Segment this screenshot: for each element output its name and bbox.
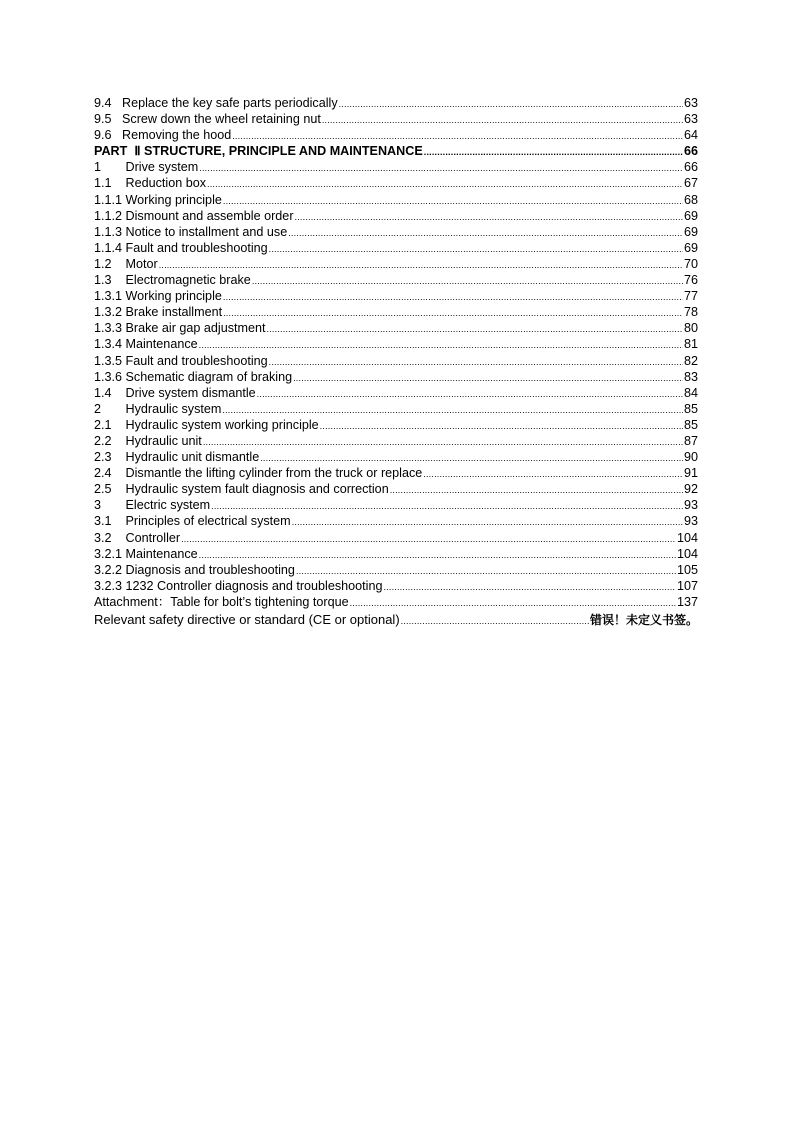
toc-leader-dots bbox=[292, 514, 683, 530]
toc-leader-dots bbox=[223, 289, 683, 305]
toc-leader-dots bbox=[295, 209, 683, 225]
toc-entry-label: 1.3.3 Brake air gap adjustment bbox=[94, 321, 266, 336]
toc-entry[interactable] bbox=[94, 127, 698, 143]
toc-leader-dots bbox=[288, 225, 683, 241]
toc-entry-label: 9.6 Removing the hood bbox=[94, 128, 232, 143]
toc-leader-dots bbox=[211, 498, 683, 514]
toc-entry[interactable] bbox=[94, 530, 698, 546]
toc-entry[interactable] bbox=[94, 562, 698, 578]
toc-entry-page-number: 104 bbox=[676, 530, 698, 545]
toc-entry-label: 3.2.2 Diagnosis and troubleshooting bbox=[94, 562, 295, 577]
toc-entry[interactable] bbox=[94, 369, 698, 385]
toc-leader-dots bbox=[296, 563, 676, 579]
table-of-contents bbox=[94, 95, 698, 629]
toc-entry-page-number: 67 bbox=[683, 176, 698, 191]
toc-entry-page-number: 92 bbox=[683, 482, 698, 497]
toc-entry[interactable] bbox=[94, 513, 698, 529]
toc-entry-label: 1.1 Reduction box bbox=[94, 176, 207, 191]
toc-leader-dots bbox=[401, 612, 589, 630]
toc-entry-page-number: 66 bbox=[683, 160, 698, 175]
toc-entry-page-number: 66 bbox=[683, 144, 698, 159]
toc-entry-page-number: 81 bbox=[683, 337, 698, 352]
toc-leader-dots bbox=[223, 305, 683, 321]
toc-leader-dots bbox=[383, 579, 676, 595]
toc-entry-label: 2.5 Hydraulic system fault diagnosis and correction bbox=[94, 482, 389, 497]
toc-leader-dots bbox=[293, 370, 683, 386]
toc-leader-dots bbox=[199, 547, 676, 563]
toc-entry-label: 1.1.3 Notice to installment and use bbox=[94, 224, 288, 239]
toc-entry[interactable] bbox=[94, 272, 698, 288]
toc-entry[interactable] bbox=[94, 417, 698, 433]
toc-entry-page-number: 84 bbox=[683, 385, 698, 400]
toc-entry-label: 1.2 Motor bbox=[94, 256, 158, 271]
toc-entry-page-number: 64 bbox=[683, 128, 698, 143]
toc-entry[interactable] bbox=[94, 159, 698, 175]
toc-entry-page-number: 104 bbox=[676, 546, 698, 561]
toc-entry-label: 2.1 Hydraulic system working principle bbox=[94, 417, 319, 432]
toc-entry[interactable] bbox=[94, 385, 698, 401]
toc-entry-page-number: 69 bbox=[683, 240, 698, 255]
toc-entry-page-number: 85 bbox=[683, 417, 698, 432]
toc-entry[interactable] bbox=[94, 143, 698, 159]
toc-leader-dots bbox=[207, 176, 683, 192]
toc-entry[interactable] bbox=[94, 175, 698, 191]
toc-entry-label: 3 Electric system bbox=[94, 498, 211, 513]
toc-leader-dots bbox=[423, 466, 683, 482]
toc-leader-dots bbox=[222, 402, 683, 418]
toc-entry[interactable] bbox=[94, 95, 698, 111]
toc-entry-page-number: 93 bbox=[683, 498, 698, 513]
toc-entry[interactable] bbox=[94, 288, 698, 304]
toc-entry[interactable] bbox=[94, 594, 698, 610]
toc-entry-label: 1.1.2 Dismount and assemble order bbox=[94, 208, 294, 223]
toc-entry-label: PART Ⅱ STRUCTURE, PRINCIPLE AND MAINTENANCE bbox=[94, 144, 423, 159]
toc-entry-page-number: 76 bbox=[683, 273, 698, 288]
toc-entry-label: 2 Hydraulic system bbox=[94, 401, 222, 416]
toc-leader-dots bbox=[252, 273, 683, 289]
toc-entry[interactable] bbox=[94, 481, 698, 497]
toc-entry-page-number: 85 bbox=[683, 401, 698, 416]
toc-entry-label: 1.3.4 Maintenance bbox=[94, 337, 198, 352]
toc-entry-label: 1.3.6 Schematic diagram of braking bbox=[94, 369, 293, 384]
toc-leader-dots bbox=[339, 96, 683, 112]
toc-leader-dots bbox=[199, 160, 683, 176]
toc-entry[interactable] bbox=[94, 240, 698, 256]
toc-leader-dots bbox=[424, 144, 683, 160]
toc-entry-label: 1.3.5 Fault and troubleshooting bbox=[94, 353, 268, 368]
toc-entry-page-number: 69 bbox=[683, 208, 698, 223]
toc-entry-page-number: 63 bbox=[683, 112, 698, 127]
toc-entry[interactable] bbox=[94, 320, 698, 336]
toc-leader-dots bbox=[159, 257, 683, 273]
toc-entry[interactable] bbox=[94, 497, 698, 513]
toc-entry-page-number: 83 bbox=[683, 369, 698, 384]
toc-entry-label: 9.5 Screw down the wheel retaining nut bbox=[94, 112, 321, 127]
toc-leader-dots bbox=[181, 531, 676, 547]
toc-entry[interactable] bbox=[94, 208, 698, 224]
toc-entry-label: 3.2.1 Maintenance bbox=[94, 546, 198, 561]
toc-entry-label: Attachment：Table for bolt’s tightening torque bbox=[94, 594, 349, 609]
toc-entry-label: 1.1.1 Working principle bbox=[94, 192, 222, 207]
toc-entry[interactable] bbox=[94, 353, 698, 369]
toc-entry-label: 1.4 Drive system dismantle bbox=[94, 385, 256, 400]
toc-entry-page-number: 80 bbox=[683, 321, 698, 336]
toc-entry-page-number: 107 bbox=[676, 578, 698, 593]
toc-entry-label: 3.2 Controller bbox=[94, 530, 181, 545]
toc-entry[interactable] bbox=[94, 224, 698, 240]
toc-entry-page-number: 91 bbox=[683, 466, 698, 481]
toc-leader-dots bbox=[257, 386, 683, 402]
toc-leader-dots bbox=[223, 193, 683, 209]
toc-entry-page-number: 77 bbox=[683, 289, 698, 304]
toc-entry[interactable] bbox=[94, 546, 698, 562]
toc-entry-page-number: 82 bbox=[683, 353, 698, 368]
toc-entry-page-number: 90 bbox=[683, 450, 698, 465]
toc-entry-page-number: 78 bbox=[683, 305, 698, 320]
toc-entry-label: 3.1 Principles of electrical system bbox=[94, 514, 291, 529]
toc-entry-page-number: 93 bbox=[683, 514, 698, 529]
toc-entry-page-number: 68 bbox=[683, 192, 698, 207]
toc-entry[interactable] bbox=[94, 256, 698, 272]
toc-leader-dots bbox=[350, 595, 676, 611]
toc-entry-label: 2.2 Hydraulic unit bbox=[94, 433, 202, 448]
toc-entry-label: 1.3.2 Brake installment bbox=[94, 305, 223, 320]
toc-leader-dots bbox=[232, 128, 683, 144]
toc-entry-label: 1.1.4 Fault and troubleshooting bbox=[94, 240, 268, 255]
toc-leader-dots bbox=[269, 354, 683, 370]
toc-leader-dots bbox=[320, 418, 683, 434]
toc-entry-page-number: 137 bbox=[676, 594, 698, 609]
toc-leader-dots bbox=[199, 337, 683, 353]
toc-entry[interactable] bbox=[94, 449, 698, 465]
toc-entry[interactable] bbox=[94, 578, 698, 594]
toc-entry[interactable] bbox=[94, 433, 698, 449]
toc-entry-label: 2.3 Hydraulic unit dismantle bbox=[94, 450, 260, 465]
toc-entry-label: 9.4 Replace the key safe parts periodically bbox=[94, 96, 338, 110]
toc-entry-label: 1.3 Electromagnetic brake bbox=[94, 273, 251, 288]
toc-entry-label: 2.4 Dismantle the lifting cylinder from the truck or replace bbox=[94, 466, 423, 481]
toc-entry[interactable] bbox=[94, 192, 698, 208]
toc-entry-page-error: 错误！未定义书签。 bbox=[589, 613, 698, 627]
toc-entry[interactable] bbox=[94, 401, 698, 417]
toc-leader-dots bbox=[322, 112, 683, 128]
toc-entry-label: 1.3.1 Working principle bbox=[94, 289, 222, 304]
toc-entry-safety-directive[interactable] bbox=[94, 611, 698, 629]
toc-entry[interactable] bbox=[94, 336, 698, 352]
toc-leader-dots bbox=[269, 241, 683, 257]
toc-entry-page-number: 105 bbox=[676, 562, 698, 577]
toc-entry-page-number: 87 bbox=[683, 433, 698, 448]
toc-leader-dots bbox=[203, 434, 683, 450]
toc-leader-dots bbox=[390, 482, 683, 498]
toc-leader-dots bbox=[260, 450, 683, 466]
toc-entry[interactable] bbox=[94, 304, 698, 320]
toc-entry-page-number: 63 bbox=[683, 96, 698, 110]
toc-entry-label: Relevant safety directive or standard (CE or optional) bbox=[94, 612, 400, 627]
toc-entry[interactable] bbox=[94, 111, 698, 127]
toc-entry-label: 1 Drive system bbox=[94, 160, 199, 175]
toc-entry-page-number: 69 bbox=[683, 224, 698, 239]
toc-entry-label: 3.2.3 1232 Controller diagnosis and troubleshooting bbox=[94, 578, 383, 593]
toc-entry-page-number: 70 bbox=[683, 256, 698, 271]
toc-leader-dots bbox=[267, 321, 683, 337]
toc-entry[interactable] bbox=[94, 465, 698, 481]
